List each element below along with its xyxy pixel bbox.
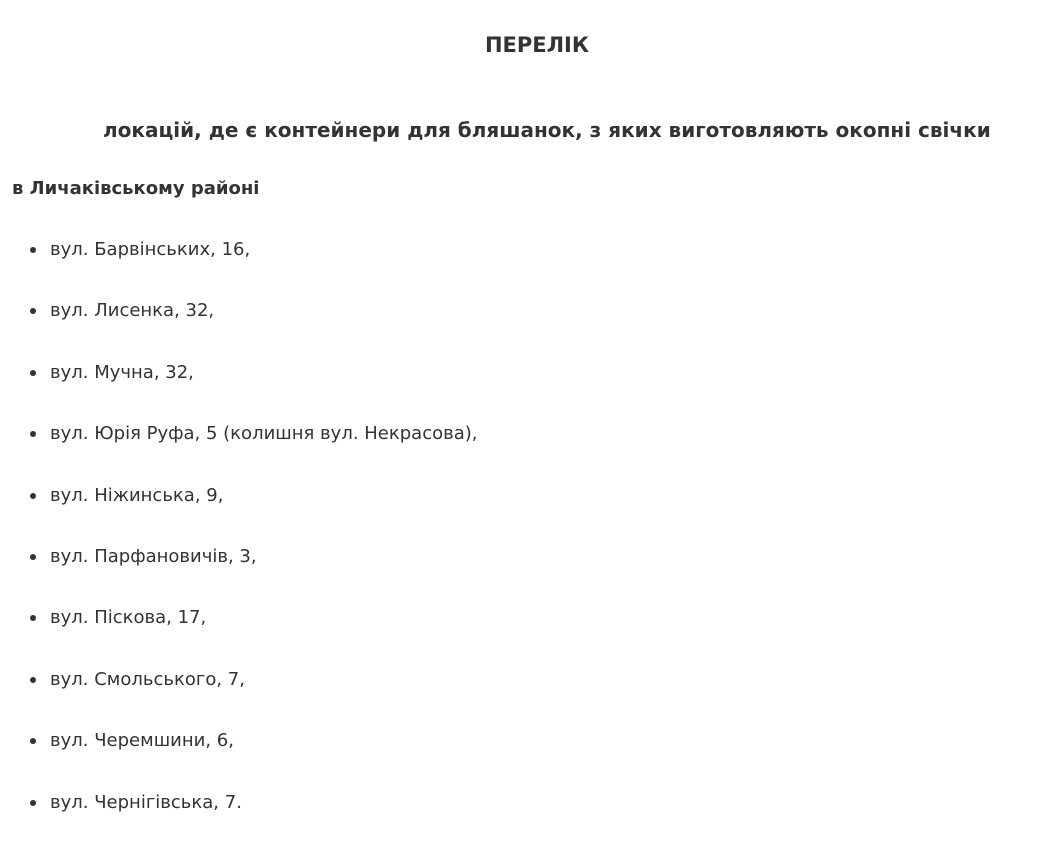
bullet-icon [30,370,36,376]
location-address: вул. Смольського, 7, [50,668,245,690]
bullet-icon [30,247,36,253]
bullet-icon [30,615,36,621]
bullet-icon [30,800,36,806]
location-address: вул. Юрія Руфа, 5 (колишня вул. Некрасова), [50,423,478,445]
list-item [0,235,478,296]
location-address: вул. Парфановичів, 3, [50,545,257,567]
list-item [0,788,478,849]
location-address: вул. Ніжинська, 9, [50,484,224,506]
bullet-icon [30,308,36,314]
list-item [0,542,478,603]
list-item [0,603,478,664]
locations-list [0,235,478,849]
location-address: вул. Черемшини, 6, [50,730,234,752]
bullet-icon [30,677,36,683]
list-item [0,665,478,726]
list-item [0,726,478,787]
list-item [0,481,478,542]
bullet-icon [30,431,36,437]
page-subtitle: локацій, де є контейнери для бляшанок, з яких виготовляють окопні свічки [103,118,991,142]
list-item [0,419,478,480]
bullet-icon [30,493,36,499]
page-title: ПЕРЕЛІК [484,33,590,57]
location-address: вул. Барвінських, 16, [50,239,251,260]
location-address: вул. Піскова, 17, [50,607,207,629]
location-address: вул. Лисенка, 32, [50,300,215,322]
location-address: вул. Чернігівська, 7. [50,791,242,813]
district-heading: в Личаківському районі [12,178,260,199]
list-item [0,358,478,419]
bullet-icon [30,554,36,560]
location-address: вул. Мучна, 32, [50,361,194,383]
bullet-icon [30,738,36,744]
list-item [0,296,478,357]
